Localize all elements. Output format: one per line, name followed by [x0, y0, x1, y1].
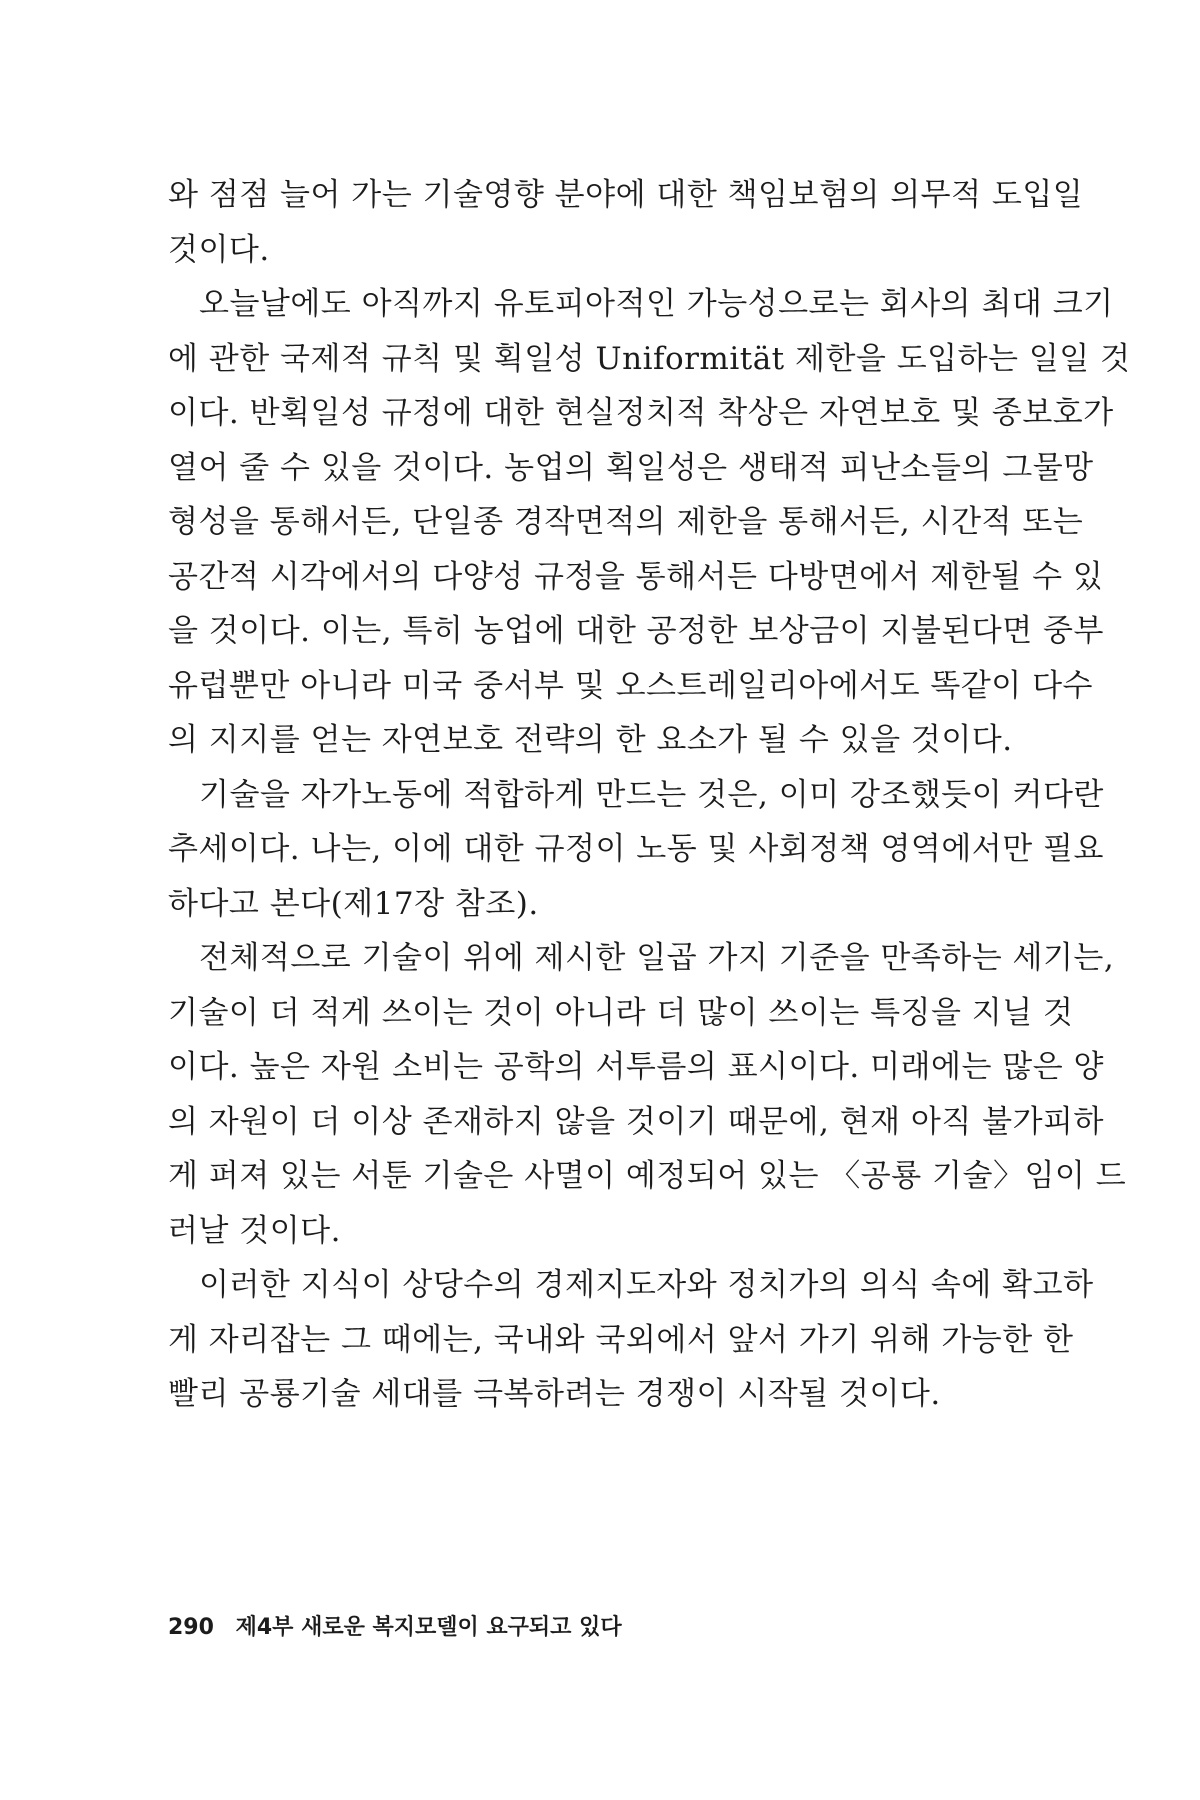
text-line: 하다고 본다(제17장 참조). — [168, 885, 539, 922]
text-line: 러날 것이다. — [168, 1212, 341, 1249]
text-line: 유럽뿐만 아니라 미국 중서부 및 오스트레일리아에서도 똑같이 다수 — [168, 667, 1093, 704]
text-line: 기술을 자가노동에 적합하게 만드는 것은, 이미 강조했듯이 커다란 — [199, 776, 1104, 813]
text-line: 게 자리잡는 그 때에는, 국내와 국외에서 앞서 가기 위해 가능한 한 — [168, 1321, 1074, 1358]
text-line: 이다. 높은 자원 소비는 공학의 서투름의 표시이다. 미래에는 많은 양 — [168, 1049, 1104, 1085]
page-number: 290 — [168, 1615, 214, 1640]
text-line: 에 관한 국제적 규칙 및 획일성 Uniformität 제한을 도입하는 일일 것 — [168, 340, 1131, 377]
text-line: 오늘날에도 아직까지 유토피아적인 가능성으로는 회사의 최대 크기 — [199, 286, 1114, 322]
text-line: 추세이다. 나는, 이에 대한 규정이 노동 및 사회정책 영역에서만 필요 — [168, 831, 1104, 867]
page-footer — [168, 1610, 622, 1641]
body-text — [168, 168, 1131, 1422]
text-line: 빨리 공룡기술 세대를 극복하려는 경쟁이 시작될 것이다. — [168, 1376, 941, 1412]
text-line: 전체적으로 기술이 위에 제시한 일곱 가지 기준을 만족하는 세기는, — [199, 940, 1115, 976]
text-line: 열어 줄 수 있을 것이다. 농업의 획일성은 생태적 피난소들의 그물망 — [168, 449, 1094, 486]
text-line: 형성을 통해서든, 단일종 경작면적의 제한을 통해서든, 시간적 또는 — [168, 504, 1084, 540]
text-line: 기술이 더 적게 쓰이는 것이 아니라 더 많이 쓰이는 특징을 지닐 것 — [168, 994, 1074, 1031]
text-line: 이다. 반획일성 규정에 대한 현실정치적 착상은 자연보호 및 종보호가 — [168, 395, 1114, 431]
text-line: 것이다. — [168, 231, 270, 268]
text-line: 게 퍼져 있는 서툰 기술은 사멸이 예정되어 있는 〈공룡 기술〉임이 드 — [168, 1158, 1127, 1194]
text-line: 을 것이다. 이는, 특히 농업에 대한 공정한 보상금이 지불된다면 중부 — [168, 613, 1104, 649]
text-line: 공간적 시각에서의 다양성 규정을 통해서든 다방면에서 제한될 수 있 — [168, 558, 1104, 595]
text-line: 의 자원이 더 이상 존재하지 않을 것이기 때문에, 현재 아직 불가피하 — [168, 1103, 1104, 1140]
text-line: 의 지지를 얻는 자연보호 전략의 한 요소가 될 수 있을 것이다. — [168, 722, 1013, 758]
text-line: 와 점점 늘어 가는 기술영향 분야에 대한 책임보험의 의무적 도입일 — [168, 177, 1084, 213]
text-line: 이러한 지식이 상당수의 경제지도자와 정치가의 의식 속에 확고하 — [199, 1267, 1094, 1303]
running-head: 제4부 새로운 복지모델이 요구되고 있다 — [235, 1615, 622, 1640]
